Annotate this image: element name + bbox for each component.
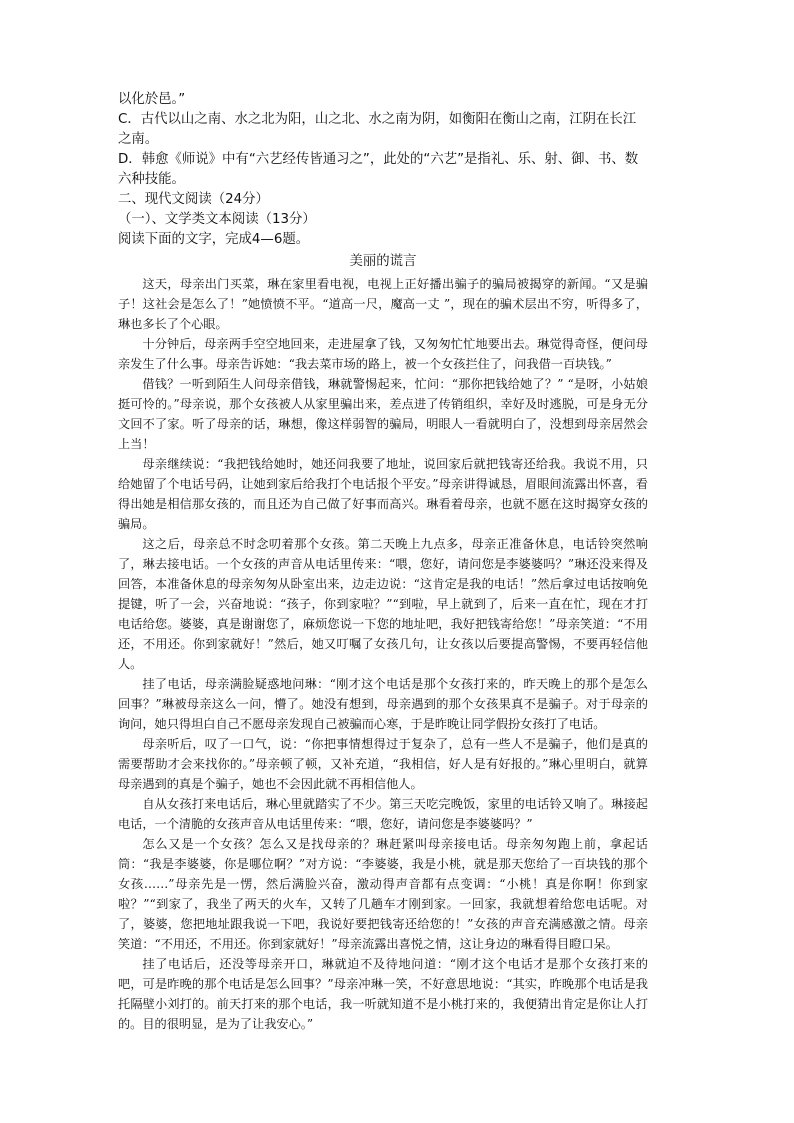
reading-instruction: 阅读下面的文字，完成4—6题。	[118, 232, 310, 247]
story-paragraph: 母亲听后，叹了一口气，说：“你把事情想得过于复杂了，总有一些人不是骗子，他们是真的需要帮助才会来找你的。”母亲顿了顿，又补充道，“我相信，好人是有好报的。”琳心里明白，就算母亲遇到的真是个骗子，她也不会因此就不再相信他人。	[118, 737, 648, 791]
story-paragraph: 借钱？一听到陌生人问母亲借钱，琳就警惕起来，忙问：“那你把钱给她了？” “是呀，小姑娘挺可怜的。”母亲说，那个女孩被人从家里骗出来，差点进了传销组织，幸好及时逃脱，可是身无分文回不了家。听了母亲的话，琳想，像这样弱智的骗局，明眼人一看就明白了，没想到母亲居然会上当！	[118, 377, 648, 451]
story-paragraph: 挂了电话，母亲满脸疑惑地问琳：“刚才这个电话是那个女孩打来的，昨天晚上的那个是怎么回事？”琳被母亲这么一问，懵了。她没有想到，母亲遇到的那个女孩果真不是骗子。对于母亲的询问，她只得坦白自己不愿母亲发现自己被骗而心寒，于是昨晚让同学假扮女孩打了电话。	[118, 677, 648, 731]
section-heading: 二、现代文阅读（24分）	[118, 192, 269, 207]
story-paragraph: 这之后，母亲总不时念叨着那个女孩。第二天晚上九点多，母亲正准备休息，电话铃突然响了，琳去接电话。一个女孩的声音从电话里传来：“喂，您好，请问您是李婆婆吗？”琳还没来得及回答，本准备休息的母亲匆匆从卧室出来，边走边说：“这肯定是我的电话！”然后拿过电话按响免提键，听了一会，兴奋地说：“孩子，你到家啦？”“到啦，早上就到了，后来一直在忙，现在才打电话给您。婆婆，真是谢谢您了，麻烦您说一下您的地址吧，我好把钱寄给您！”母亲笑道：“不用还，不用还。你到家就好！”然后，她又叮嘱了女孩几句，让女孩以后要提高警惕，不要再轻信他人。	[118, 537, 648, 671]
subsection-heading: （一）、文学类文本阅读（13分）	[118, 212, 316, 227]
story-paragraph: 母亲继续说：“我把钱给她时，她还问我要了地址，说回家后就把钱寄还给我。我说不用，只给她留了个电话号码，让她到家后给我打个电话报个平安。”母亲讲得诚恳，眉眼间流露出怀喜，看得出她是相信那女孩的，而且还为自己做了好事而高兴。琳看着母亲，也就不愿在这时揭穿女孩的骗局。	[118, 457, 648, 531]
text-line: 以化於邑。”	[118, 92, 186, 107]
question-section	[118, 90, 648, 250]
story-paragraph: 十分钟后，母亲两手空空地回来，走进屋拿了钱，又匆匆忙忙地要出去。琳觉得奇怪，便问母亲发生了什么事。母亲告诉她：“我去菜市场的路上，被一个女孩拦住了，问我借一百块钱。”	[118, 337, 648, 371]
story-paragraph: 这天，母亲出门买菜，琳在家里看电视，电视上正好播出骗子的骗局被揭穿的新闻。“又是骗子！这社会是怎么了！”她愤愤不平。“道高一尺，魔高一丈 ”，现在的骗术层出不穷，听得多了，琳也多长了个心眼。	[118, 277, 648, 331]
story-title: 美丽的谎言	[349, 254, 417, 269]
story-paragraph: 自从女孩打来电话后，琳心里就踏实了不少。第三天吃完晚饭，家里的电话铃又响了。琳接起电话，一个清脆的女孩声音从电话里传来：“喂，您好，请问您是李婆婆吗？”	[118, 797, 648, 831]
story-body	[118, 274, 648, 1034]
option-c: C．古代以山之南、水之北为阳，山之北、水之南为阴，如衡阳在衡山之南，江阴在长江之南。	[118, 112, 637, 147]
story-paragraph: 怎么又是一个女孩？怎么又是找母亲的？琳赶紧叫母亲接电话。母亲匆匆跑上前，拿起话筒：“我是李婆婆，你是哪位啊？”对方说：“李婆婆，我是小桃，就是那天您给了一百块钱的那个女孩……”母亲先是一愣，然后满脸兴奋，激动得声音都有点变调：“小桃！真是你啊！你到家啦？”“到家了，我坐了两天的火车，又转了几趟车才刚到家。一回家，我就想着给您电话呢。对了，婆婆，您把地址跟我说一下吧，我说好要把钱寄还给您的！”女孩的声音充满感激之情。母亲笑道：“不用还，不用还。你到家就好！”母亲流露出喜悦之情，这让身边的琳看得目瞪口呆。	[118, 837, 648, 951]
story-paragraph: 挂了电话后，还没等母亲开口，琳就迫不及待地问道：“刚才这个电话才是那个女孩打来的吧，可是昨晚的那个电话是怎么回事？”母亲冲琳一笑，不好意思地说：“其实，昨晚那个电话是我托隔壁小刘打的。前天打来的那个电话，我一听就知道不是小桃打来的，我便猜出肯定是你让人打的。目的很明显，是为了让我安心。”	[118, 957, 648, 1031]
option-d: D．韩愈《师说》中有“六艺经传皆通习之”，此处的“六艺”是指礼、乐、射、御、书、数六种技能。	[118, 152, 639, 187]
